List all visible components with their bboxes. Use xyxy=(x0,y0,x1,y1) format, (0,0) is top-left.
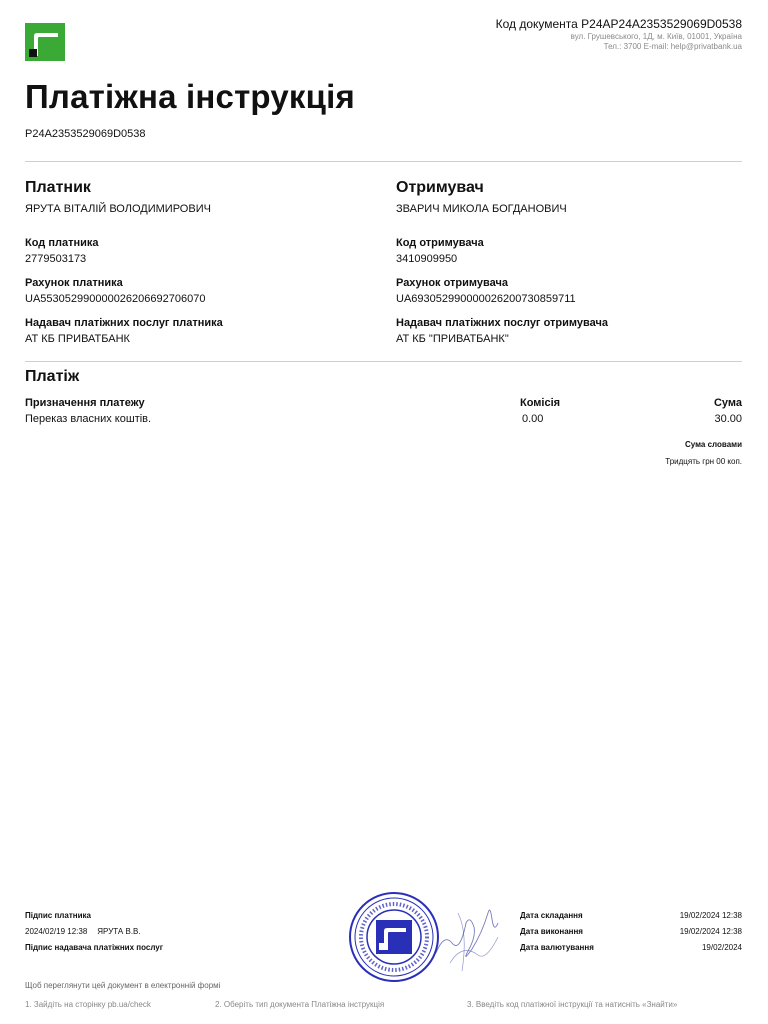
recipient-account-field xyxy=(396,276,756,306)
amount-words-label: Сума словами xyxy=(684,440,742,449)
recipient-provider-value: АТ КБ "ПРИВАТБАНК" xyxy=(396,333,509,345)
date-value: 19/02/2024 12:38 xyxy=(679,927,742,936)
footer-step-2: 2. Оберіть тип документа Платіжна інструкція xyxy=(215,1000,385,1009)
divider xyxy=(25,161,742,162)
payer-signature-row xyxy=(25,927,163,937)
payer-code-field xyxy=(25,236,385,266)
date-row xyxy=(520,943,742,953)
recipient-code-value: 3410909950 xyxy=(396,253,458,265)
date-value: 19/02/2024 xyxy=(701,943,742,952)
payer-provider-label: Надавач платіжних послуг платника xyxy=(25,317,223,329)
recipient-account-value: UA693052990000026200730859711 xyxy=(396,293,576,305)
signature-datetime: 2024/02/19 12:38 xyxy=(25,927,88,936)
recipient-code-label: Код отримувача xyxy=(396,237,484,249)
bank-contacts: Тел.: 3700 E-mail: help@privatbank.ua xyxy=(603,42,742,51)
amount-words-value: Тридцять грн 00 коп. xyxy=(665,457,742,466)
footer-intro: Щоб переглянути цей документ в електронній формі xyxy=(25,981,221,990)
bank-address: вул. Грушевського, 1Д, м. Київ, 01001, Україна xyxy=(570,32,742,41)
dates-block xyxy=(520,911,742,959)
document-header xyxy=(496,16,742,52)
payer-provider-value: АТ КБ ПРИВАТБАНК xyxy=(25,333,130,345)
purpose-value: Переказ власних коштів. xyxy=(25,413,152,425)
payer-account-label: Рахунок платника xyxy=(25,277,123,289)
signature-name: ЯРУТА В.В. xyxy=(97,927,141,936)
commission-label: Комісія xyxy=(520,397,561,409)
date-label: Дата виконання xyxy=(520,927,583,936)
amount-label: Сума xyxy=(713,397,742,409)
handwritten-signature xyxy=(432,893,502,975)
privatbank-logo-icon xyxy=(25,23,65,61)
page-title: Платіжна інструкція xyxy=(25,78,355,115)
divider xyxy=(25,361,742,362)
recipient-section xyxy=(396,178,736,345)
payer-account-value: UA553052990000026206692706070 xyxy=(25,293,206,305)
date-label: Дата складання xyxy=(520,911,583,920)
provider-signature-label: Підпис надавача платіжних послуг xyxy=(25,943,164,952)
footer-step-1: 1. Зайдіть на сторінку pb.ua/check xyxy=(25,1000,151,1009)
recipient-heading: Отримувач xyxy=(396,179,484,196)
payer-name: ЯРУТА ВІТАЛІЙ ВОЛОДИМИРОВИЧ xyxy=(25,203,211,215)
payment-heading: Платіж xyxy=(25,368,80,385)
amount-value: 30.00 xyxy=(714,413,742,425)
date-label: Дата валютування xyxy=(520,943,594,952)
recipient-code-field xyxy=(396,236,756,266)
document-number: P24A2353529069D0538 xyxy=(25,128,146,140)
payer-code-value: 2779503173 xyxy=(25,253,87,265)
payer-section xyxy=(25,178,365,345)
recipient-provider-field xyxy=(396,316,756,346)
payer-account-field xyxy=(25,276,385,306)
recipient-account-label: Рахунок отримувача xyxy=(396,277,508,289)
recipient-name: ЗВАРИЧ МИКОЛА БОГДАНОВИЧ xyxy=(396,203,567,215)
payer-heading: Платник xyxy=(25,179,91,196)
bank-stamp-icon xyxy=(346,890,442,984)
recipient-provider-label: Надавач платіжних послуг отримувача xyxy=(396,317,608,329)
date-row xyxy=(520,927,742,937)
payer-provider-field xyxy=(25,316,385,346)
date-row xyxy=(520,911,742,921)
purpose-label: Призначення платежу xyxy=(25,397,145,409)
payer-code-label: Код платника xyxy=(25,237,99,249)
commission-value: 0.00 xyxy=(522,413,544,425)
document-code: Код документа P24AP24A2353529069D0538 xyxy=(495,17,742,31)
signature-block xyxy=(25,911,163,953)
date-value: 19/02/2024 12:38 xyxy=(679,911,742,920)
footer-step-3: 3. Введіть код платіжної інструкції та натисніть «Знайти» xyxy=(467,1000,678,1009)
payer-signature-label: Підпис платника xyxy=(25,911,91,920)
